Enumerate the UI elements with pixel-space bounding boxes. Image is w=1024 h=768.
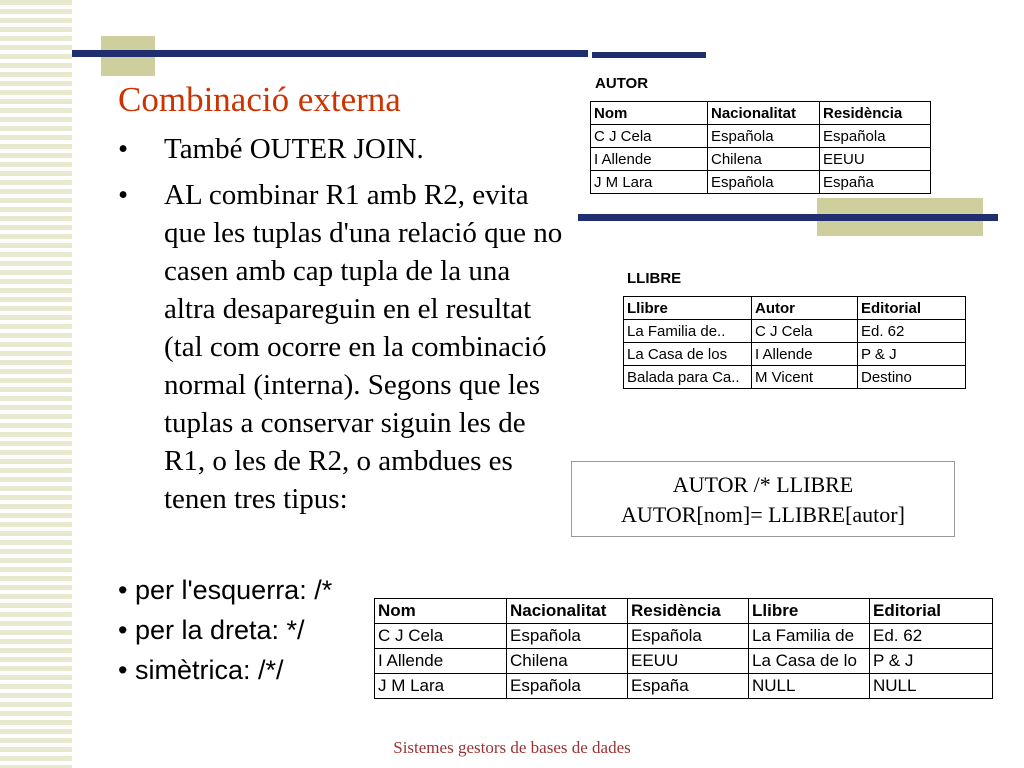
column-header: Editorial — [858, 297, 966, 320]
table-cell: La Casa de lo — [749, 649, 870, 674]
accent-bar-top — [72, 50, 588, 57]
table-cell: España — [820, 171, 931, 194]
table-cell: La Casa de los — [624, 343, 752, 366]
table-cell: Ed. 62 — [858, 320, 966, 343]
table-cell: Española — [708, 171, 820, 194]
table-cell: I Allende — [591, 148, 708, 171]
table-row — [375, 649, 993, 674]
table-cell: P & J — [870, 649, 993, 674]
slide-title: Combinació externa — [118, 80, 401, 119]
table-cell: Española — [708, 125, 820, 148]
table-row — [375, 624, 993, 649]
decorative-stripes — [0, 0, 72, 768]
table-row — [591, 125, 931, 148]
table-cell: La Familia de.. — [624, 320, 752, 343]
formula-line-2: AUTOR[nom]= LLIBRE[autor] — [621, 502, 905, 527]
table-cell: C J Cela — [375, 624, 507, 649]
table-row — [591, 148, 931, 171]
llibre-table — [623, 296, 966, 389]
table-row — [624, 320, 966, 343]
table-row — [375, 674, 993, 699]
result-table — [374, 598, 993, 699]
table-header-row — [375, 599, 993, 624]
bullet-item — [118, 176, 568, 518]
bullet-list — [118, 130, 568, 518]
bullet-text: També OUTER JOIN. — [164, 133, 424, 165]
table-cell: Chilena — [708, 148, 820, 171]
table-cell: NULL — [749, 674, 870, 699]
join-type-right: • per la dreta: */ — [118, 615, 305, 645]
table-cell: Española — [507, 624, 628, 649]
column-header: Llibre — [749, 599, 870, 624]
table-cell: P & J — [858, 343, 966, 366]
bullet-marker: • — [118, 179, 129, 211]
table-cell: Ed. 62 — [870, 624, 993, 649]
formula-line-1: AUTOR /* LLIBRE — [672, 472, 854, 497]
table-cell: Española — [507, 674, 628, 699]
join-types-list — [118, 570, 332, 690]
column-header: Llibre — [624, 297, 752, 320]
join-formula-box — [571, 461, 955, 537]
table-cell: Destino — [858, 366, 966, 389]
column-header: Nacionalitat — [507, 599, 628, 624]
table-row — [591, 171, 931, 194]
autor-table — [590, 101, 931, 194]
table-cell: C J Cela — [752, 320, 858, 343]
join-type-left: • per l'esquerra: /* — [118, 575, 333, 605]
table-header-row — [591, 102, 931, 125]
table-cell: Española — [628, 624, 749, 649]
table-cell: EEUU — [820, 148, 931, 171]
column-header: Nom — [591, 102, 708, 125]
table-cell: I Allende — [752, 343, 858, 366]
table-header-row — [624, 297, 966, 320]
column-header: Editorial — [870, 599, 993, 624]
accent-bar-top-short — [592, 52, 706, 58]
table-row — [624, 366, 966, 389]
table-cell: Balada para Ca.. — [624, 366, 752, 389]
slide-footer: Sistemes gestors de bases de dades — [393, 738, 631, 757]
column-header: Autor — [752, 297, 858, 320]
bullet-item — [118, 130, 568, 168]
table-cell: M Vicent — [752, 366, 858, 389]
autor-table-caption: AUTOR — [595, 75, 649, 92]
join-type-symmetric: • simètrica: /*/ — [118, 655, 284, 685]
accent-bar-mid — [578, 214, 998, 221]
table-cell: J M Lara — [375, 674, 507, 699]
bullet-marker: • — [118, 133, 129, 165]
column-header: Residència — [820, 102, 931, 125]
table-cell: Española — [820, 125, 931, 148]
table-cell: C J Cela — [591, 125, 708, 148]
llibre-table-caption: LLIBRE — [627, 270, 682, 287]
column-header: Residència — [628, 599, 749, 624]
table-cell: La Familia de — [749, 624, 870, 649]
table-cell: NULL — [870, 674, 993, 699]
bullet-text: AL combinar R1 amb R2, evita que les tuplas d'una relació que no casen amb cap tupla de la una altra desapareguin en el resultat (tal com ocorre en la combinació normal (interna). Segons que les tuplas a conservar siguin les de R1, o les de R2, o ambdues es tenen tres tipus: — [164, 179, 563, 515]
table-cell: EEUU — [628, 649, 749, 674]
table-cell: J M Lara — [591, 171, 708, 194]
table-row — [624, 343, 966, 366]
column-header: Nacionalitat — [708, 102, 820, 125]
table-cell: España — [628, 674, 749, 699]
table-cell: Chilena — [507, 649, 628, 674]
column-header: Nom — [375, 599, 507, 624]
table-cell: I Allende — [375, 649, 507, 674]
